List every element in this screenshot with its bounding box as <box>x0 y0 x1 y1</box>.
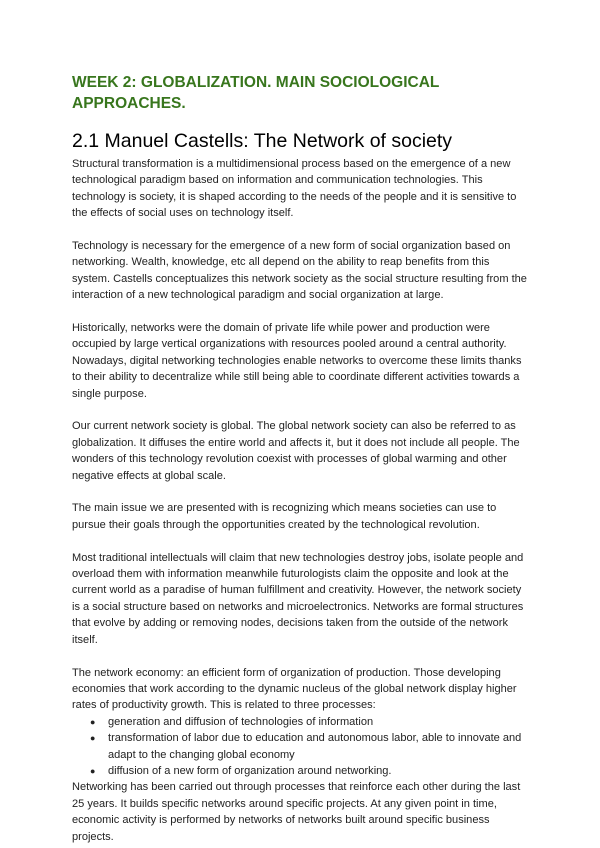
paragraph-technology-necessary: Technology is necessary for the emergence of a new form of social organization based on networking. Wealth, knowledge, etc all depend on the ability to reap benefits from this system. Castells conceptualizes this network society as the social structure resulting from the interaction of a new technological paradigm and social organization at large. <box>72 240 527 302</box>
document-body <box>72 156 528 845</box>
bullet-icon: ● <box>90 765 96 776</box>
list-item-text: diffusion of a new form of organization around networking. <box>108 764 392 777</box>
week-title: WEEK 2: GLOBALIZATION. MAIN SOCIOLOGICAL APPROACHES. <box>72 74 440 112</box>
paragraph-networking: Networking has been carried out through processes that reinforce each other during the last 25 years. It builds specific networks around specific projects. At any given point in time, economic activity is performed by networks of networks built around specific business projects. <box>72 781 521 843</box>
process-list <box>72 714 528 780</box>
bullet-icon: ● <box>90 733 96 744</box>
paragraph-network-economy: The network economy: an efficient form of organization of production. Those developing economies that work according to the dynamic nucleus of the global network display higher rates of productivity growth. This is related to three processes: <box>72 666 517 712</box>
list-item <box>90 714 528 730</box>
list-item <box>90 763 528 779</box>
bullet-icon: ● <box>90 716 96 727</box>
section-title: 2.1 Manuel Castells: The Network of society <box>72 130 453 152</box>
paragraph-structural-transformation: Structural transformation is a multidimensional process based on the emergence of a new technological paradigm based on information and communication technologies. This technology is society, it is shaped according to the needs of the people and it is sensitive to the effects of social uses on technology itself. <box>72 158 517 220</box>
list-item-text: transformation of labor due to education and autonomous labor, able to innovate and adapt to the changing global economy <box>108 732 522 761</box>
paragraph-main-issue: The main issue we are presented with is recognizing which means societies can use to pursue their goals through the opportunities created by the technological revolution. <box>72 502 497 531</box>
paragraph-traditional-intellectuals: Most traditional intellectuals will claim that new technologies destroy jobs, isolate people and overload them with information meanwhile futurologists claim the opposite and look at the current world as a paradise of human fulfillment and creativity. However, the network society is a social structure based on networks and microelectronics. Networks are formal structures that evolve by adding or removing nodes, decisions taken from the outside of the network itself. <box>72 551 524 646</box>
paragraph-global-network-society: Our current network society is global. The global network society can also be referred to as globalization. It diffuses the entire world and affects it, but it does not include all people. The wonders of this technology revolution coexist with processes of global warming and other negative effects at global scale. <box>72 420 520 482</box>
list-item-text: generation and diffusion of technologies of information <box>108 715 374 728</box>
paragraph-historically: Historically, networks were the domain of private life while power and production were occupied by large vertical organizations with resources pooled around a central authority. Nowadays, digital networking technologies enable networks to overcome these limits thanks to their ability to decentralize while still being able to coordinate different activities towards a single purpose. <box>72 322 522 400</box>
list-item <box>90 730 528 763</box>
